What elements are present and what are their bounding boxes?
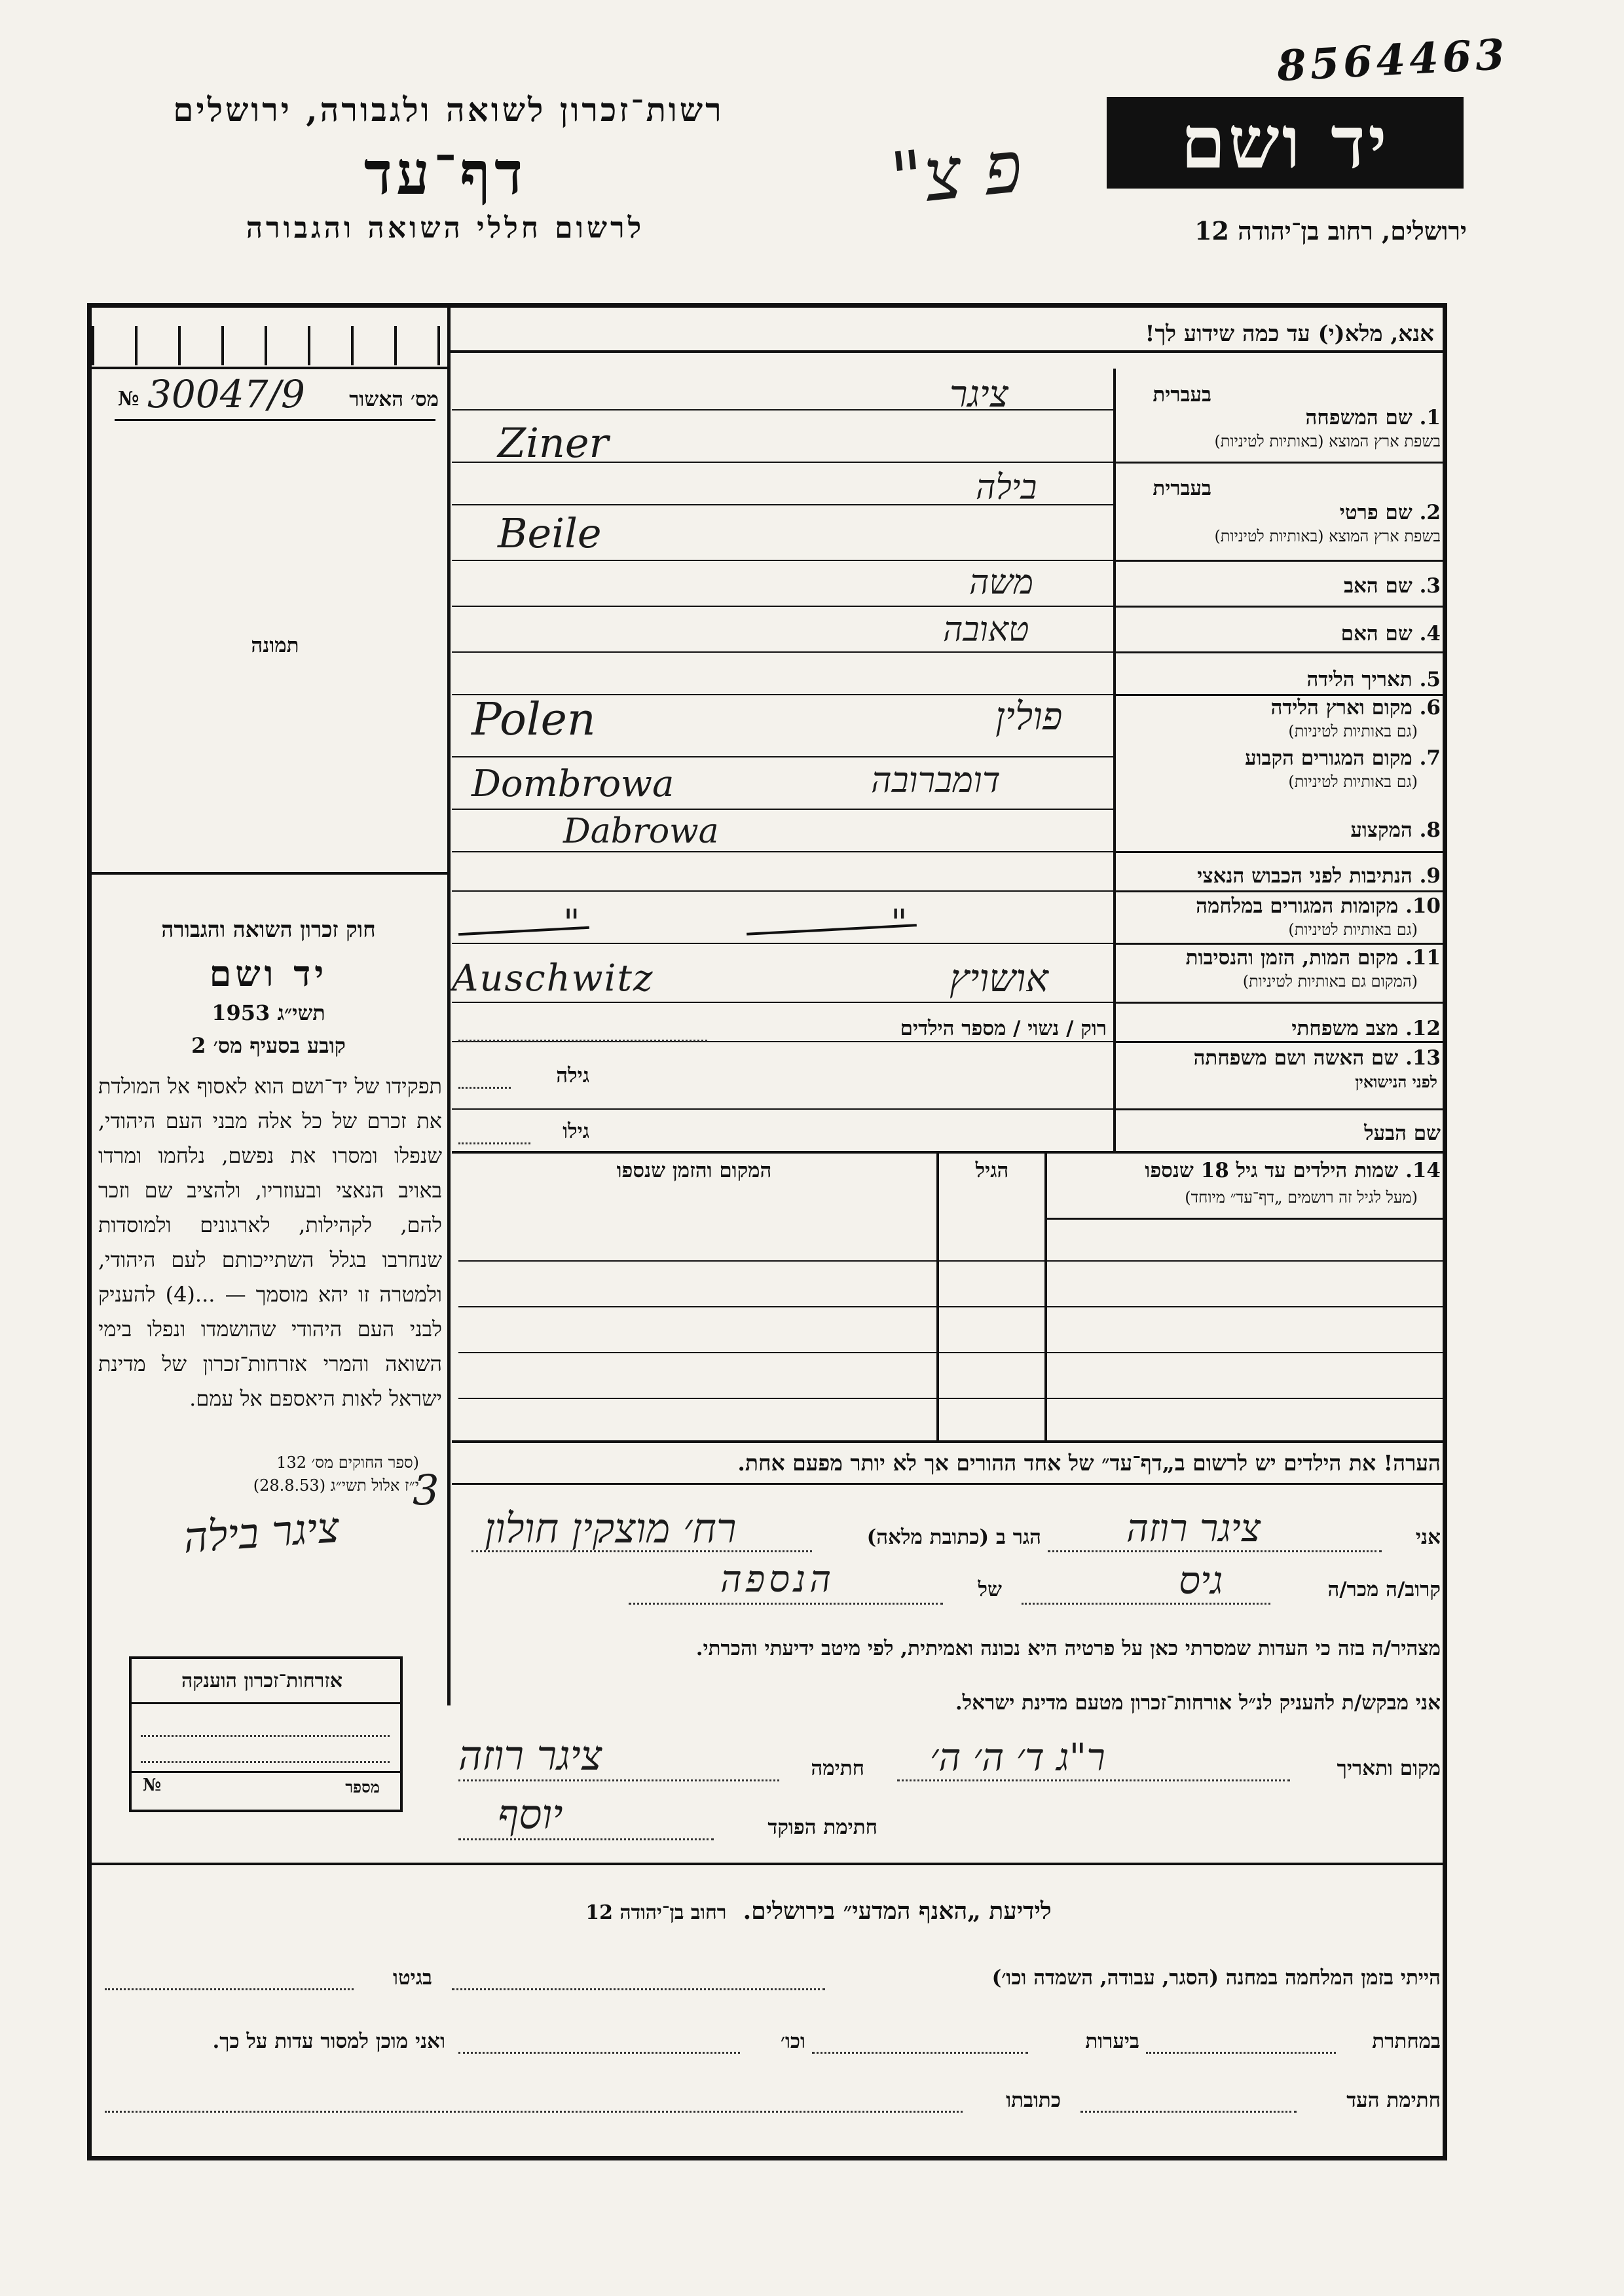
address-label: הגר ב (כתובת מלאה) (866, 1525, 1041, 1549)
approval-label: מס׳ האשור (349, 388, 439, 411)
children-header: 14. שמות הילדים עד גיל 18 שנספו (1145, 1159, 1441, 1182)
footer-line1-b: בגיטו (393, 1966, 432, 1990)
children-age-header: הגיל (975, 1159, 1009, 1182)
field-13-label: 13. שם האשה ושם משפחתה (1193, 1046, 1441, 1070)
handwritten-mark: פ צ" (886, 124, 1026, 222)
officer-label: חתימת הפוקד (767, 1815, 877, 1839)
intro-text: אנא, מלא(י) עד כמה שידוע לך! (1145, 321, 1434, 347)
law-year: תשי״ג 1953 (212, 1000, 325, 1025)
field-2-sub: בשפת ארץ המוצא (באותיות לטיניות) (1214, 527, 1441, 545)
sidebar-handwritten-name: ציגר בילה (181, 1503, 341, 1563)
law-title: חוק זכרון השואה והגבורה (161, 917, 376, 942)
children-place-header: המקום והזמן שנספו (616, 1159, 772, 1182)
field-11-sub: (המקום גם באותיות לטיניות) (1242, 972, 1418, 991)
declarant-label: אני (1415, 1525, 1441, 1549)
hebrew-label-1: בעברית (1153, 383, 1211, 407)
field-9-label: 9. הנתיבות לפני הכבוש הנאצי (1197, 864, 1441, 888)
relation-of-value: הנספה (720, 1558, 836, 1601)
death-place-latin-value: Auschwitz (452, 957, 654, 1000)
wartime-residence-latin-value: " (563, 902, 580, 945)
birthplace-hebrew-value: פולין (995, 694, 1063, 738)
page-title: דף־עד (363, 139, 527, 208)
page-subtitle: לרשום חללי השואה והגבורה (246, 211, 645, 245)
officer-signature-value: יוסף (498, 1791, 563, 1838)
residence-latin-value: Dombrowa (471, 763, 674, 805)
stamp-number: 8564463 (1276, 29, 1510, 92)
wife-age-label: גילה (556, 1064, 589, 1087)
footer-line2-d: ואני מוכן למסור עדות על כך. (212, 2030, 445, 2053)
law-text: תפקידו של יד־ושם הוא לאסוף אל המולדת את זכרם של כל אלה מבני העם היהודי, שנפלו ומסרו את נפשם, נלחמו ומרדו באויב הנאצי ובעוזריו, ולהציב שם וזכר להם, לקהילות, לארגונים ולמוסדות שנחרבו בגלל השתייכותם לעם היהודי, ולמטרה זו יהא מוסמך — ...(4) להעניק לבני העם היהודי שהושמדו ונפלו בימי השואה והמרי אזרחות־זכרון של מדינת ישראל לאות היאספם אל עמם. (98, 1074, 443, 1411)
firstname-latin-value: Beile (498, 509, 602, 557)
place-date-label: מקום ותאריך (1337, 1757, 1441, 1780)
field-2-label: 2. שם פרטי (1339, 501, 1441, 524)
footer-line2-c: וכו׳ (780, 2030, 805, 2053)
law-clause: קובע בסעיף מס׳ 2 (191, 1033, 346, 1058)
death-place-hebrew-value: אושויץ (950, 956, 1048, 1000)
field-7-label: 7. מקום המגורים הקבוע (1245, 746, 1441, 770)
citizenship-number-prefix: № (143, 1776, 162, 1795)
of-label: של (978, 1578, 1002, 1601)
surname-hebrew-value: ציגר (950, 373, 1009, 416)
signature-value: ציגר רוזה (458, 1732, 602, 1779)
birthplace-latin-value: Polen (471, 694, 596, 746)
children-note: הערה! את הילדים יש לרשום ב„דף־עד״ של אחד ההורים אך לא יותר מפעם אחת. (737, 1450, 1441, 1476)
residence-hebrew-value: דומברובה (871, 759, 1001, 801)
request-text: אני מבקש/ת להעניק לנ״ל אורחות־זכרון מטעם מדינת ישראל. (955, 1691, 1441, 1715)
firstname-hebrew-value: בילה (976, 468, 1037, 507)
footer-line2-b: ביערות (1085, 2030, 1139, 2053)
relation-value: גיס (1179, 1558, 1223, 1603)
law-source: (ספר החוקים מס׳ 132 (276, 1453, 419, 1472)
mother-name-value: טאובה (943, 610, 1029, 649)
signature-label: חתימה (811, 1757, 864, 1780)
citizenship-title: אזרחות־זכרון הוענקה (181, 1669, 343, 1692)
approval-tick-boxes (92, 326, 445, 365)
wartime-residence-hebrew-value: " (891, 902, 908, 945)
field-4-label: 4. שם האם (1340, 622, 1441, 646)
field-10-sub: (גם באותיות לטיניות) (1288, 920, 1418, 939)
field-5-label: 5. תאריך הלידה (1306, 668, 1441, 691)
field-6-sub: (גם באותיות לטיניות) (1288, 722, 1418, 740)
declarant-address-value: רח׳ מוצקין חולון (485, 1504, 737, 1552)
photo-label: תמונה (251, 634, 299, 657)
hebrew-label-2: בעברית (1153, 477, 1211, 500)
law-source-date: י״ז אלול תשי״ג (28.8.53) (253, 1476, 419, 1495)
field-8-label: 8. המקצוע (1350, 818, 1441, 842)
footer-title (458, 1897, 1179, 1925)
declaration-text: מצהיר/ה בזה כי העדות שמסרתי כאן על פרטיה היא נכונה ואמיתית, לפי מיטב ידיעתי והכרתי. (695, 1637, 1441, 1660)
logo-text: יד ושם (1181, 100, 1390, 185)
declarant-name-value: ציגר רוזה (1126, 1506, 1261, 1550)
footer-line1-a: הייתי בזמן המלחמה במחנה (הסגר, עבודה, השמדה וכו׳) (991, 1966, 1441, 1990)
footer-line2-a: במחתרת (1372, 2030, 1441, 2053)
field-13-sub: לפני הנישואין (1355, 1072, 1437, 1091)
law-name: יד ושם (209, 953, 328, 994)
field-1-label: 1. שם המשפחה (1305, 406, 1441, 429)
citizenship-number-label: מספר (345, 1777, 380, 1796)
footer-address: רחוב בן־יהודה 12 (585, 1901, 727, 1924)
sidebar-handwritten-number: 3 (413, 1467, 439, 1515)
authority-name: רשות־זכרון לשואה ולגבורה, ירושלים (173, 90, 724, 129)
field-11-label: 11. מקום המות, הזמן והנסיבות (1185, 946, 1441, 970)
place-date-value: ר"ג ד׳ ה׳ ה׳ (930, 1735, 1105, 1779)
field-1-sub: בשפת ארץ המוצא (באותיות לטיניות) (1214, 432, 1441, 450)
residence-latin-alt-value: Dabrowa (563, 812, 719, 851)
field-6-label: 6. מקום וארץ הלידה (1270, 696, 1441, 720)
approval-prefix: № (118, 388, 139, 410)
field-12-label: 12. מצב משפחתי (1291, 1017, 1441, 1040)
header-address: ירושלים, רחוב בן־יהודה 12 (1194, 216, 1467, 246)
footer-line3-a: חתימת העד (1346, 2088, 1441, 2112)
field-10-label: 10. מקומות המגורים במלחמה (1196, 894, 1441, 918)
relative-label: קרוב/ה מכר/ה (1327, 1578, 1441, 1601)
marital-options: רוק / נשוי / מספר הילדים (900, 1017, 1107, 1040)
father-name-value: משה (969, 563, 1034, 602)
yad-vashem-logo (1107, 97, 1464, 189)
footer-line3-b: כתובתו (1006, 2088, 1061, 2112)
field-3-label: 3. שם האב (1344, 574, 1441, 598)
children-subheader: (מעל לגיל זה רושמים „דף־עד״ מיוחד) (1185, 1188, 1418, 1207)
field-7-sub: (גם באותיות לטיניות) (1288, 773, 1418, 791)
footer-title-text: לידיעת „האנף המדעי״ בירושלים. (743, 1897, 1052, 1925)
husband-label: שם הבעל (1364, 1121, 1441, 1145)
approval-number: 30047/9 (147, 372, 305, 416)
surname-latin-value: Ziner (498, 419, 609, 467)
husband-age-label: גילו (563, 1120, 589, 1143)
